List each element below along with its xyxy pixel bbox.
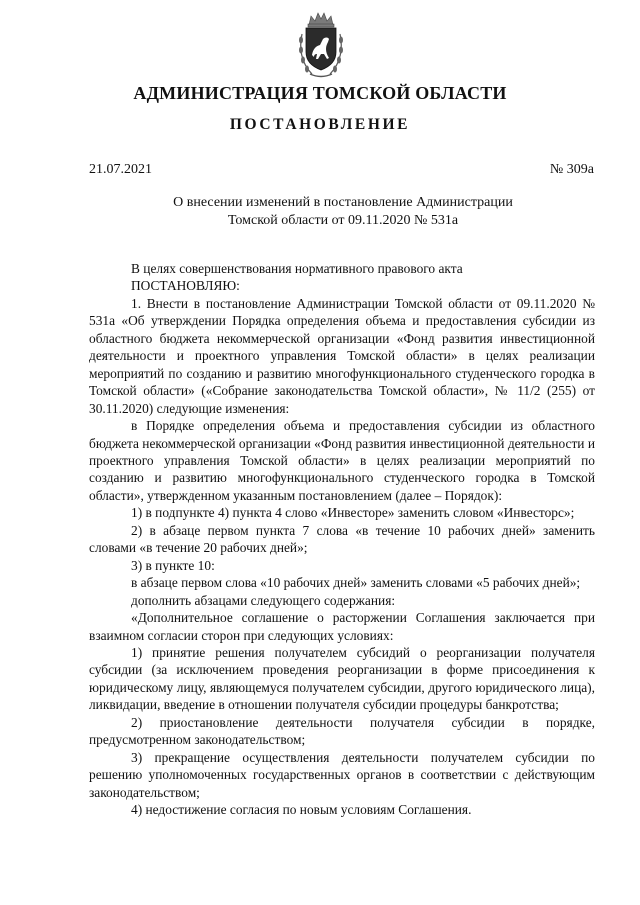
body-paragraph: 1. Внести в постановление Администрации Томской области от 09.11.2020 № 531а «Об утверждении Порядка определения объема и предоставления субсидии из областного бюджета некоммерческой организации «Фонд развития инвестиционной деятельности и проектного управления Томской области» в целях реализации мероприятий по созданию и развитию многофункционального студенческого городка в Томской области» («Собрание законодательства Томской области», № 11/2 (255) от 30.11.2020) следующие изменения: (89, 295, 595, 416)
document-date: 21.07.2021 (89, 162, 152, 177)
body-paragraph: 1) принятие решения получателем субсидий о реорганизации получателя субсидии (за исключением проведения реорганизации в форме присоединения к юридическому лицу, являющемуся получателем субсидии, другого юридического лица), ликвидации, введение в отношении получателя субсидии процедуры банкротства; (89, 644, 595, 713)
body-paragraph: 4) недостижение согласия по новым условиям Соглашения. (131, 802, 472, 818)
body-paragraph: 3) в пункте 10: (131, 557, 215, 573)
body-paragraph: 1) в подпункте 4) пункта 4 слово «Инвесторе» заменить словом «Инвесторс»; (131, 505, 575, 521)
body-paragraph: «Дополнительное соглашение о расторжении Соглашения заключается при взаимном согласии сторон при следующих условиях: (89, 610, 595, 643)
document-number: № 309а (549, 162, 594, 177)
subject-line-2: Томской области от 09.11.2020 № 531а (227, 213, 459, 228)
document-type-heading: ПОСТАНОВЛЕНИЕ (229, 116, 411, 133)
body-paragraph: ПОСТАНОВЛЯЮ: (131, 278, 240, 294)
body-paragraph: 2) приостановление деятельности получателя субсидии в порядке, предусмотренном законодательством; (89, 714, 595, 748)
body-paragraph: 3) прекращение осуществления деятельности получателем субсидии по решению уполномоченных государственных органов в соответствии с действующим законодательством; (89, 749, 595, 800)
document-body (89, 260, 595, 819)
subject-line-1: О внесении изменений в постановление Администрации (173, 195, 513, 210)
body-paragraph: в Порядке определения объема и предоставления субсидии из областного бюджета некоммерческой организации «Фонд развития инвестиционной деятельности и проектного управления Томской области» в целях реализации мероприятий по созданию и развитию многофункционального студенческого городка в Томской области», утвержденном указанным постановлением (далее – Порядок): (89, 418, 595, 503)
document-subject (0, 194, 640, 230)
body-paragraph: в абзаце первом слова «10 рабочих дней» заменить словами «5 рабочих дней»; (131, 575, 581, 591)
body-paragraph: В целях совершенствования нормативного правового акта (131, 261, 463, 276)
coat-of-arms-icon (296, 8, 346, 80)
body-paragraph: дополнить абзацами следующего содержания: (131, 592, 396, 608)
organization-title: АДМИНИСТРАЦИЯ ТОМСКОЙ ОБЛАСТИ (133, 83, 507, 103)
body-paragraph: 2) в абзаце первом пункта 7 слова «в течение 10 рабочих дней» заменить словами «в течение 20 рабочих дней»; (89, 522, 595, 556)
